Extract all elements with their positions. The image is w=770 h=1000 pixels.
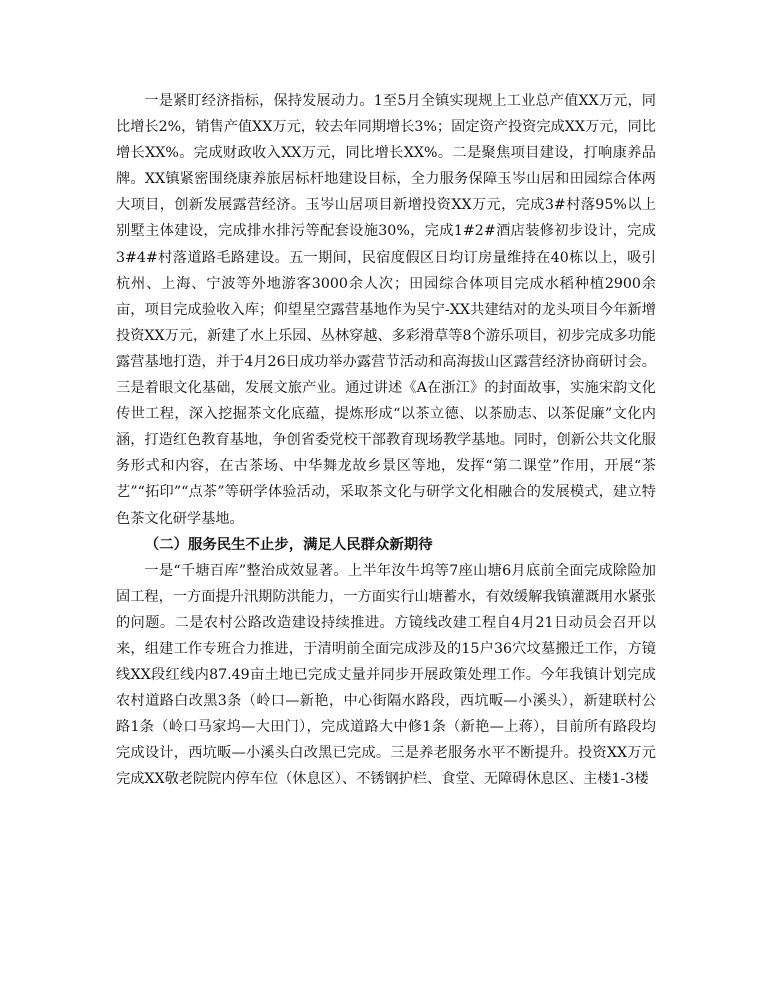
body-paragraph-economy: 一是紧盯经济指标，保持发展动力。1至5月全镇实现规上工业总产值XX万元，同比增长2%，销售产值XX万元，较去年同期增长3%；固定资产投资完成XX万元，同比增长XX%。完成财政收入XX万元，同比增长XX%。二是聚焦项目建设，打响康养品牌。XX镇紧密围绕康养旅居标杆地建设目标，全力服务保障玉岑山居和田园综合体两大项目，创新发展露营经济。玉岑山居项目新增投资XX万元，完成3#村落95%以上别墅主体建设，完成排水排污等配套设施30%，完成1#2#酒店装修初步设计，完成3#4#村落道路毛路建设。五一期间，民宿度假区日均订房量维持在40栋以上，吸引杭州、上海、宁波等外地游客3000余人次；田园综合体项目完成水稻种植2900余亩，项目完成验收入库；仰望星空露营基地作为吴宁-XX共建结对的龙头项目今年新增投资XX万元，新建了水上乐园、丛林穿越、多彩滑草等8个游乐项目，初步完成多功能露营基地打造，并于4月26日成功举办露营节活动和高海拔山区露营经济协商研讨会。三是着眼文化基础，发展文旅产业。通过讲述《A在浙江》的封面故事，实施宋韵文化传世工程，深入挖掘茶文化底蕴，提炼形成“以茶立德、以茶励志、以茶促廉”文化内涵，打造红色教育基地，争创省委党校干部教育现场教学基地。同时，创新公共文化服务形式和内容，在古茶场、中华舞龙故乡景区等地，发挥“第二课堂”作用，开展“茶艺”“拓印”“点茶”等研学体验活动，采取茶文化与研学文化相融合的发展模式，建立特色茶文化研学基地。 xyxy=(116,93,656,527)
document-body xyxy=(116,88,656,793)
section-heading-livelihood: （二）服务民生不止步，满足人民群众新期待 xyxy=(144,536,433,553)
body-paragraph-livelihood: 一是“千塘百库”整治成效显著。上半年汝牛坞等7座山塘6月底前全面完成除险加固工程，一方面提升汛期防洪能力，一方面实行山塘蓄水，有效缓解我镇灌溉用水紧张的问题。二是农村公路改造建设持续推进。方镜线改建工程自4月21日动员会召开以来，组建工作专班合力推进，于清明前全面完成涉及的15户36穴坟墓搬迁工作，方镜线XX段红线内87.49亩土地已完成丈量并同步开展政策处理工作。今年我镇计划完成农村道路白改黑3条（岭口—新艳，中心街隔水路段，西坑畈—小溪头），新建联村公路1条（岭口马家坞—大田门），完成道路大中修1条（新艳—上蒋），目前所有路段均完成设计，西坑畈—小溪头白改黑已完成。三是养老服务水平不断提升。投资XX万元完成XX敬老院院内停车位（休息区）、不锈钢护栏、食堂、无障碍休息区、主楼1-3楼 xyxy=(116,562,656,788)
